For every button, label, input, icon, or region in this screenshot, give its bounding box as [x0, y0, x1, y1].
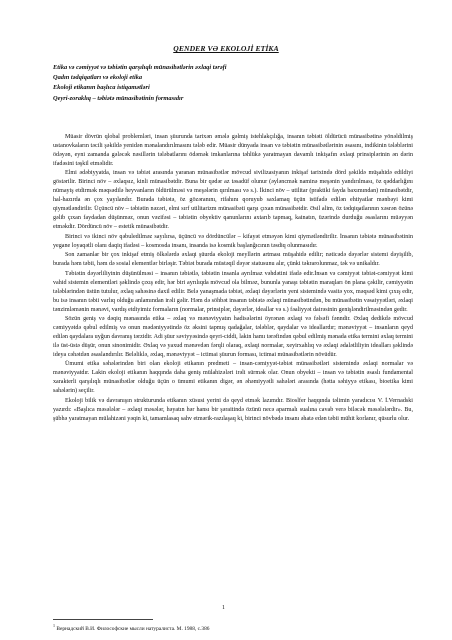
paragraph: Ekoloji bilik və davranışın strukturunda etikanın xüsusi yerini də qeyd etmək lazımdır. Bioslfer haqqında təlimin yaradıcısı V. İ.Vernadski yazırdı: «Başlıca məsələlər – əxlaqi məsələr, həyatın hər hansı bir şəraitində özünü necə aparmalı sualına cavab verə biləcək məsələlərdir». Bu, şübhə yaratmayan mülahizəni yəqin ki, tamamlasaq sahv etmərik-razılaşaq ki, birinci növbədə insanı əhatə edən təbii mühit korlanır, qüsurlu olur.	[53, 397, 413, 422]
body-text	[53, 133, 413, 424]
outline-item: Etika və cəmiyyət və təbiətin qarşılıqlı münasibətlərin əxlaqi tərəfi	[53, 64, 227, 71]
paragraph: Müasir dövrün qlobal problemləri, insan şüurunda tarixən əmələ gəlmiş istehlakçılığa, insanın təbiəti öldürücü münasibətinə yönəldilmiş ustanovkaların təcili şəkildə yenidən mənalandırılmasını tələb edir. Müasir dünyada insan və təbiətin münasibətlərinin əsasını, indikinin tələblərini ödəyən, eyni zamanda gələcək nəsillərin tələbatlarını ödəmək imkanlarına təhlükə yaratmayan davamlı inkişafın əxlaqi prinsiplərinin ən dərin ifadəsini təşkil etməlidir.	[53, 134, 413, 167]
footnote-marker: 1	[53, 623, 55, 628]
paragraph: Sözün geniş və dəqiq mənasında etika – əxlaq və mənəviyyatın hadisələrini öyrənən əxlaqi və fəlsəfi fənndir. Əxlaq dedikdə mövcud cəmiyyətdə qəbul edilmiş və onun mədəniyyətində öz əksini tapmış qadağalar, tələblər, qaydalar və ideallardır; mənəviyyət – insanların qeyd edilən qaydalara uyğun davranış tərzidir. Adi şüur səviyyəsində qeyri-ciddi, lakin hamı tərəfindən qəbul edilmiş mənada etika termini əxlaq termini ilə üst-üstə düşür, onun sinonimidir. Əxlaq və yaxud mənəvdən fərqli olaraq, əxlaqi normalar, xeyirxahlıq və əxlaqi ədalətliliyin idealları şəklində ideya cəhətdən əsaslandırılır. Beləliklə, əxlaq, mənəviyyət – ictimai şüurun forması, ictimai münasibətlərin növüdür.	[53, 315, 413, 358]
topic-outline	[53, 63, 413, 104]
footnote-text: Вернадский В.И. Философские мысли натуралиста. М. 1988, с.386	[56, 625, 210, 632]
paragraph: Birinci və ikinci növ qəbuledilməz sayılırsa, üçüncü və dördüncülər – kifayət etməyən kimi qiymətləndirilir. İnsanın təbiətə münasibətinin yegane loyaqətli olanı daqiq ifadəsi – kosmosda insanı, insanda isə kosmik başlanğıcının təsdiq olunmasıdır.	[53, 233, 413, 249]
footnote	[53, 622, 413, 633]
paragraph: Elmi ədəbiyyatda, insan və təbiət arasında yaranan münasibətlər mövcud sivilizasiyanın inkişaf tarixində dörd şəkildə müşahidə edildiyi göstərilir. Birinci növ – əxlaqsız, kinli münasibətdir. Buna bir qədər az təsadüf olunur (əyləncmək naminə meşənin yandırılması, öz qəddarlığını nümayiş etdirmək məqsədilə heyvanların öldürülməsi və meşələrin qırılması və s.). İkinci növ – utilitar (praktiki fayda baxımından) münasibətdir, hal-hazırda ən çox yayılandır. Burada təbiətə, öz gözəranını, rifahını qoruyub saxlamaq üçün istifadə edilən ehtiyatlar mənbəyi kimi qiymətləndirilir. Üçüncü növ – təbiətin nəzəri, elmi sırf utilitarizm münasibəti qarşı çıxan münasibətdir. Əsil alim, öz tədqiqatlarının xəsrən özünə gəlib çıxan faydadan düşünməz, onun vəzifəsi – təbiətin obyektiv qanunlarını axtarıb tapmaq, kainatın, üzərində durduğu əsaslarını müəyyən etməkdir. Dördüncü növ – estetik münasibətdir.	[53, 170, 413, 231]
outline-item: Qeyri-zoraklıq – təbiətə münasibətinin formasıdır	[53, 94, 184, 102]
paragraph: Son zamanlar bir çox inkişaf etmiş ölkələrdə əxlaqi şüurda ekoloji meyllərin artması müşahidə edilir; nəticədə dəyərlər sistemi dəyişilib, burada həm təbii, həm də sosial elementlər birləşir. Təbiət burada müstəqil dəyər statusunu alır, çünki təkrarolunmaz, tək və unikaldır.	[53, 252, 413, 268]
paragraph: Ümumi etika səhələrindən biri olan ekoloji etikanın predmeti – insan-cəmiyyət-təbiət münasibətləri sistemində əxlaqi normalar və mənəviyyatdır. Lakin ekoloji etikanın haqqında daha geniş mülahizələri irəli sürmək olar. Onun obyekti – insan və təbiətin əsaslı fundamental xarakterli qarşılıqlı münasibətlər olduğu üçün o ümumi etikanın digər, ən əhəmiyyətli sahələri arasında (hətta səhiyyə etikası, bioetika kimi sahələrin) seçilir.	[53, 361, 413, 395]
outline-item: Qadın tədqiqatları və ekoloji etika	[53, 74, 143, 82]
footnote-divider	[53, 619, 153, 620]
page-number: 1	[222, 605, 225, 611]
outline-item: Ekoloji etikanın başlıca istiqamətləri	[53, 84, 150, 92]
document-title: QENDER VƏ EKOLOJİ ETİKA	[173, 44, 279, 53]
paragraph: Təbiətin dəyərliliyinin düşünülməsi – insanın təbiətlə, təbiətin insanla ayrılmaz vəhdətini ifadə edir.İnsan və cəmiyyət təbiət-cəmiyyət kimi vahid sistemin elementləri şəklində çıxış edir, hər biri ayrılıqda mövcud ola bilməz, bununla yanaşı təbiətin maraqları ön plana çəkilir, cəmiyyətin tələblərindən üstün tutulur, əxlaq sahəsinə daxil edilir. Belə yanaşmada təbiət, əxlaqi dəyərlərin yeni sistemində vasitə yox, məqsəd kimi çıxış edir, bu isə insanın təbii varlıq olduğu anlamından irəli gəlir. Həm də söhbət insanın təbiətə əxlaqi münasibətindən, bu münasibətin vəsaiyyətləri, əxlaqi tənzimləmənin mənəvi, vardış etdiyimiz formaların (normalar, prinsiplər, dəyərlər, ideallar və s.) fəaliyyət dairəsinin genişləndirilməsindən gedir.	[53, 270, 413, 313]
